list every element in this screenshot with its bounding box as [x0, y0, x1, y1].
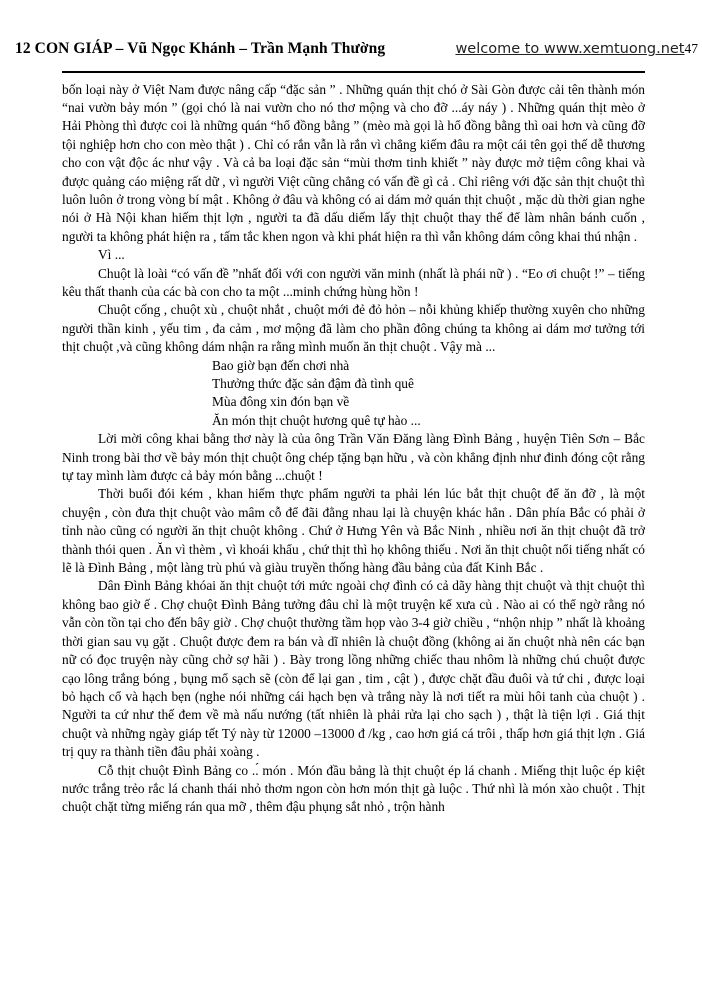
body-paragraph: Vì ... [98, 247, 125, 263]
page-body [62, 81, 645, 817]
body-paragraph: Chuột là loài “có vấn đề ”nhất đối với con người văn minh (nhất là phái nữ ) . “Eo ơi chuột !” – tiếng kêu thất thanh của các bà con cho ta một ...minh chứng hùng hồn ! [62, 265, 645, 299]
book-title: 12 CON GIÁP – Vũ Ngọc Khánh – Trần Mạnh Thường [15, 40, 386, 57]
body-paragraph: Chuột cống , chuột xù , chuột nhắt , chuột mới đẻ đỏ hỏn – nỗi khủng khiếp thường xuyên cho những người thần kinh , yếu tim , đa cảm , mơ mộng đã làm cho phần đông chúng ta không ai dám mơ tưởng tới thịt chuột ,và cũng không dám nhận ra rằng mình muốn ăn thịt chuột . Vậy mà ... [62, 302, 645, 355]
body-paragraph: Dân Đình Bảng khóai ăn thịt chuột tới mức ngoài chợ đình có cả dãy hàng thịt chuột và thịt chuột thì không bao giờ ế . Chợ chuột Đình Bảng tưởng đâu chỉ là một truyện kể xưa củ . Nào ai có thể ngờ rằng nó vẫn còn tồn tại cho đến bây giờ . Chợ chuột thường tầm họp vào 3-4 giờ chiều , “nhộn nhịp ” nhất là khoảng thời gian sau vụ gặt . Chuột được đem ra bán và dĩ nhiên là chuột đồng (không ai ăn chuột nhà nên các bạn nữ có đọc truyện này cũng chở sợ hãi ) . Bày trong lồng những chiếc thau nhôm là những chú chuột được cạo lông trắng bóng , bụng mổ sạch sẽ (còn để lại gan , tim , cật ) , được chặt đầu đuôi và tứ chi , được loại bỏ hạch cổ và hạch bẹn (nghe nói những cái hạch bẹn và trắng này là nơi tiết ra mùi hôi tanh của chuột ) . Người ta cứ như thế đem về mà nấu nướng (tất nhiên là phải rửa lại cho sạch ) , thật là tiện lợi . Giá thịt chuột và những ngày giáp tết Tý này từ 12000 –13000 đ /kg , cao hơn giá cá trôi , thấp hơn giá thịt lợn . Giá trị quy ra thành tiền đâu phải xoàng . [62, 578, 645, 760]
body-paragraph: Thời buổi đói kém , khan hiếm thực phẩm người ta phải lén lúc bắt thịt chuột để ăn đỡ , là một chuyện , còn đưa thịt chuột vào mâm cỗ để đãi đằng nhau lại là chuyện khác hẳn . Dân phía Bắc có phải ở tỉnh nào cũng có người ăn thịt chuột không . Chứ ở Hưng Yên và Bắc Ninh , nhiều nơi ăn thịt chuột đã trở thành thói quen . Ăn vì thèm , vì khoái khẩu , chứ thịt thì họ không thiếu . Nơi ăn thịt chuột nổi tiếng nhất có lẽ là Đình Bảng , một làng trù phú và giàu truyền thống hàng đầu bảng của đất Kinh Bắc . [62, 486, 645, 576]
poem-block [212, 357, 645, 431]
header-divider [62, 71, 645, 73]
body-paragraph: bốn loại này ở Việt Nam được nâng cấp “đặc sản ” . Những quán thịt chó ở Sài Gòn được cải tên thành món “nai vườn bảy món ” (gọi chó là nai vườn cho nó thơ mộng và cho đỡ ...áy náy ) . Những quán thịt mèo ở Hải Phòng thì được coi là những quán “hổ đồng bằng ” (mèo mà gọi là hổ đồng bằng thì oai hơn và cũng đỡ tội nghiệp hơn cho con mèo thật ) . Chỉ có rắn vẫn là rắn vì chẳng kiếm đâu ra một cái tên gọi thế dễ thương cho con vật độc ác như vậy . Và cả ba loại đặc sản “mùi thơm tinh khiết ” này được mở tiệm công khai và được quảng cáo miệng rất dữ , vì người Việt cũng chẳng có vấn đề gì cả . Chỉ riêng với đặc sản thịt chuột thì luôn luôn ở trong vòng bí mật . Không ở đâu và không có ai dám mở quán thịt chuột , mặc dù thời gian nghe nói ở Hà Nội khan hiếm thịt lợn , người ta đã dấu diếm lấy thịt chuột thay thế để làm nhân bánh cuốn , người ta không phát hiện ra , tấm tắc khen ngon và khi phát hiện ra thì vẫn không dám công khai thú nhận . [62, 81, 645, 244]
page-header [0, 0, 702, 58]
poem-line: Mùa đông xin đón bạn về [212, 394, 350, 410]
website-link[interactable]: welcome to www.xemtuong.net [455, 41, 685, 57]
page-number: 47 [684, 41, 698, 56]
poem-line: Bao giờ bạn đến chơi nhà [212, 357, 350, 373]
poem-line: Thưởng thức đặc sản đậm đà tình quê [212, 376, 414, 391]
body-paragraph: Cỗ thịt chuột Đình Bảng co ..́ món . Món đầu bảng là thịt chuột ép lá chanh . Miếng thịt luộc ép kiệt nước trắng trẻo rắc lá chanh thái nhỏ thơm ngon còn hơn món thịt gà luộc . Thứ nhì là món xào chuột . Thịt chuột chặt từng miếng rán qua mỡ , thêm đậu phụng sắt nhỏ , trộn hành [62, 762, 645, 815]
body-paragraph: Lời mời công khai bằng thơ này là của ông Trần Văn Đăng làng Đình Bảng , huyện Tiên Sơn – Bắc Ninh trong bài thơ về bảy món thịt chuột ông chép tặng bạn hữu , và còn khẳng định như đinh đóng cột rằng tự tay mình làm được cả bảy món bằng ...chuột ! [62, 431, 645, 484]
poem-line: Ăn món thịt chuột hương quê tự hào ... [212, 412, 421, 428]
